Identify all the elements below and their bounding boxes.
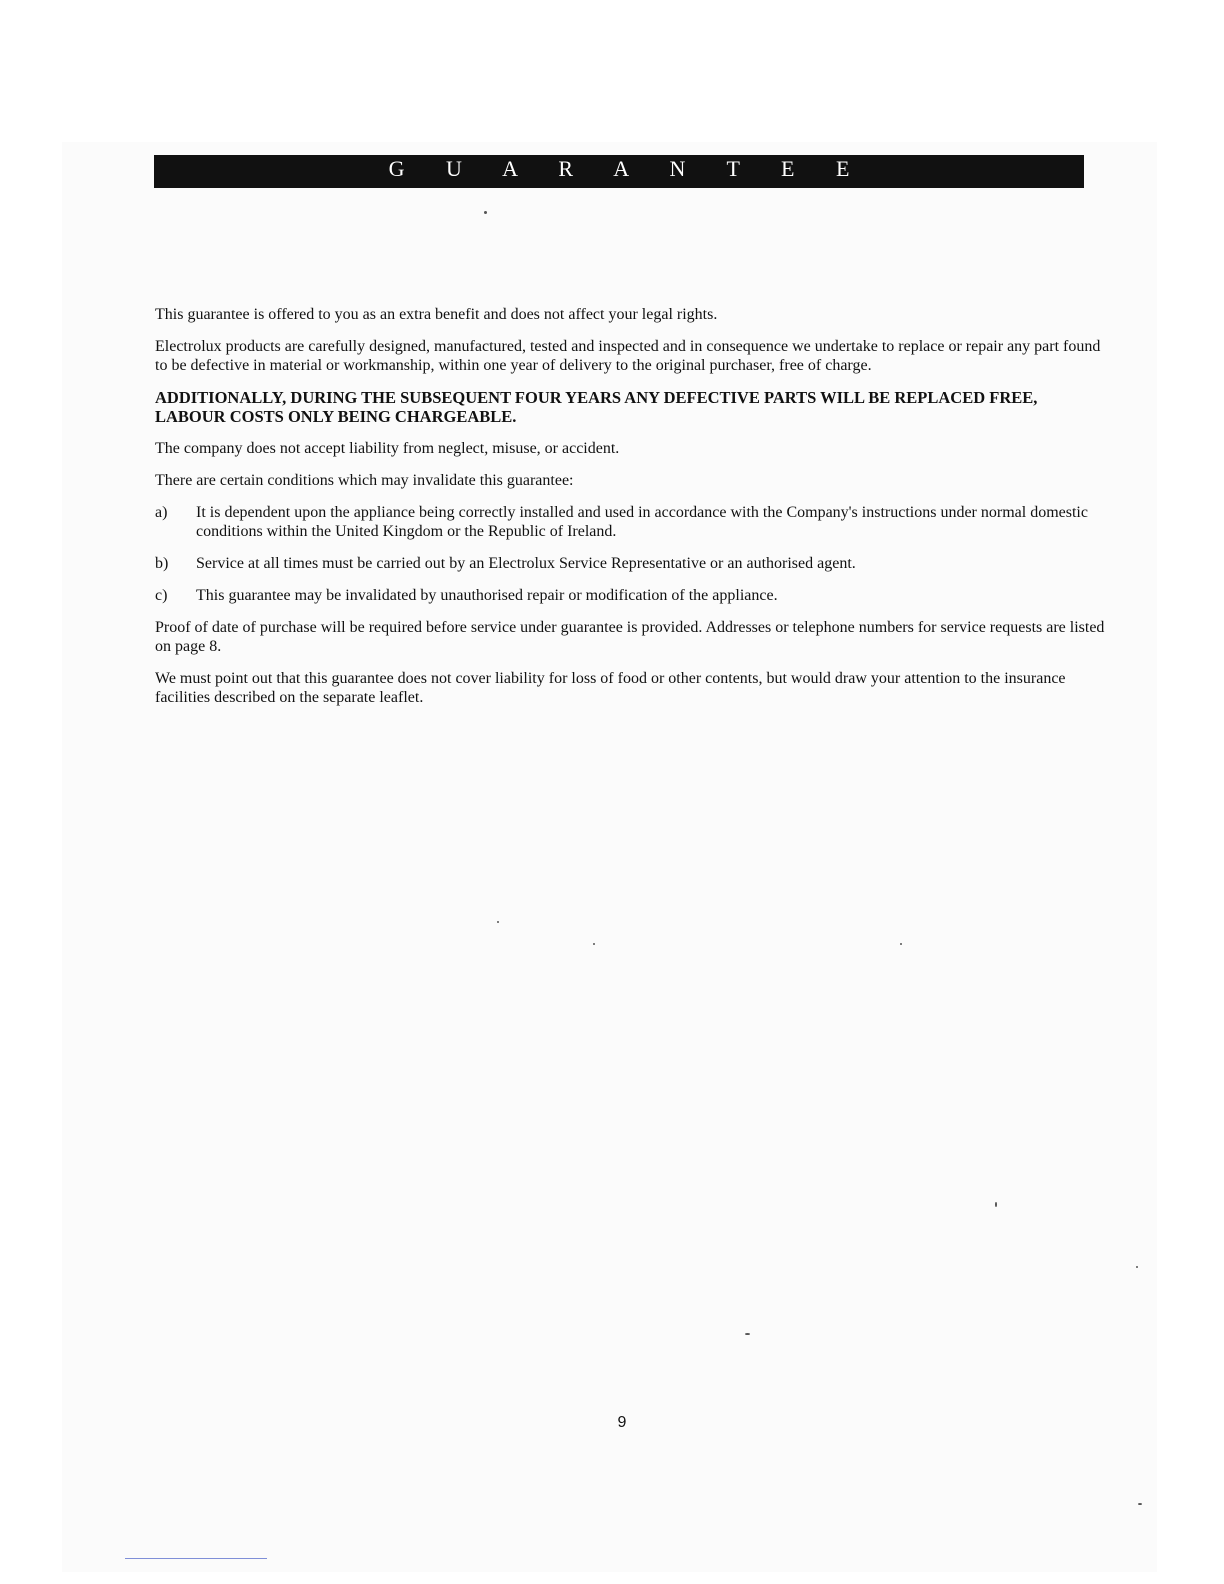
scan-speck <box>593 943 595 945</box>
scan-speck <box>497 921 499 923</box>
condition-marker: c) <box>155 587 168 604</box>
products-paragraph: Electrolux products are carefully designed, manufactured, tested and inspected and in consequence we undertake to replace or repair any part found to be defective in material or workmanship, within one year of delivery to the original purchaser, free of charge. <box>155 338 1101 374</box>
scan-speck <box>484 211 487 214</box>
condition-item <box>155 554 1110 573</box>
condition-text: This guarantee may be invalidated by unauthorised repair or modification of the appliance. <box>196 587 778 604</box>
liability-paragraph: The company does not accept liability from neglect, misuse, or accident. <box>155 440 620 457</box>
conditions-intro: There are certain conditions which may invalidate this guarantee: <box>155 472 574 489</box>
additional-cover-paragraph: ADDITIONALLY, DURING THE SUBSEQUENT FOUR YEARS ANY DEFECTIVE PARTS WILL BE REPLACED FREE, LABOUR COSTS ONLY BEING CHARGEABLE. <box>155 388 1038 426</box>
scan-speck <box>1136 1266 1138 1268</box>
scan-speck <box>995 1202 997 1207</box>
scan-speck <box>900 943 902 945</box>
condition-marker: b) <box>155 555 169 572</box>
scan-speck <box>1138 1503 1142 1505</box>
intro-paragraph: This guarantee is offered to you as an extra benefit and does not affect your legal rights. <box>155 306 718 323</box>
condition-item <box>155 586 1110 605</box>
condition-marker: a) <box>155 504 168 521</box>
condition-item <box>155 503 1110 541</box>
condition-text: It is dependent upon the appliance being correctly installed and used in accordance with the Company's instructions under normal domestic conditions within the United Kingdom or the Republic of Ireland. <box>196 504 1088 540</box>
guarantee-body <box>155 305 1110 720</box>
footer-rule <box>125 1558 267 1559</box>
page-number: 9 <box>617 1414 627 1431</box>
scan-speck <box>745 1333 750 1335</box>
page-title: G U A R A N T E E <box>154 155 1084 188</box>
food-liability-paragraph: We must point out that this guarantee does not cover liability for loss of food or other contents, but would draw your attention to the insurance facilities described on the separate leaflet. <box>155 670 1066 706</box>
condition-text: Service at all times must be carried out by an Electrolux Service Representative or an authorised agent. <box>196 555 856 572</box>
proof-paragraph: Proof of date of purchase will be required before service under guarantee is provided. Addresses or telephone numbers for service requests are listed on page 8. <box>155 619 1105 655</box>
